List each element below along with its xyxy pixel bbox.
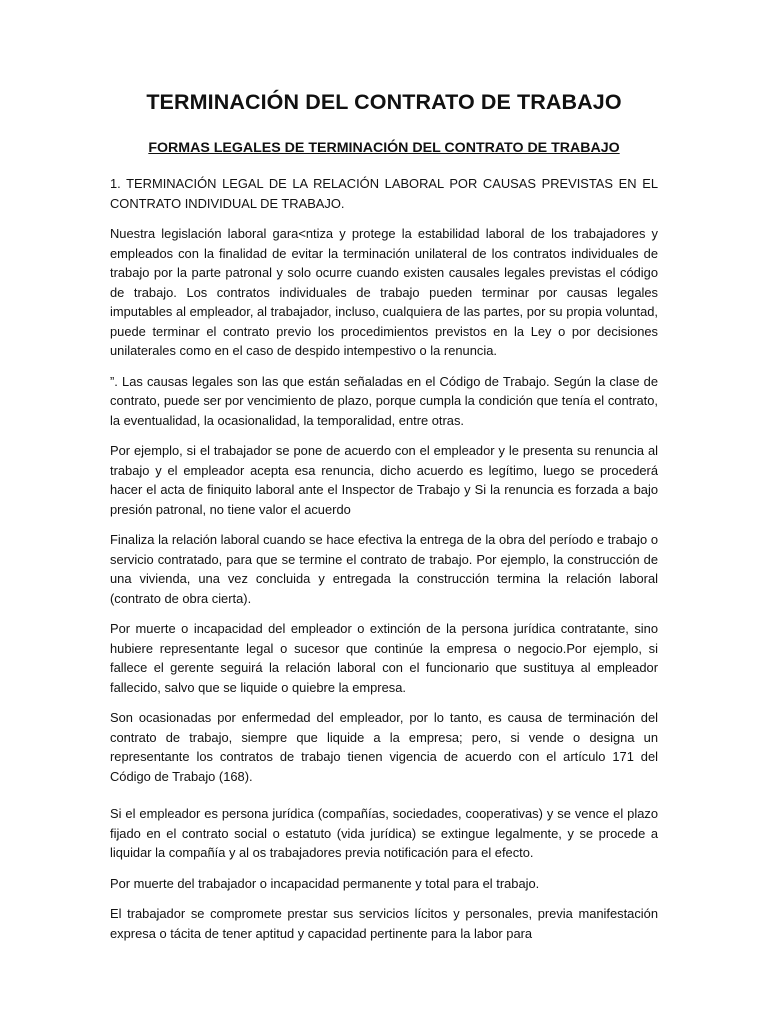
paragraph: ”. Las causas legales son las que están señaladas en el Código de Trabajo. Según la clase de contrato, puede ser por vencimiento de plazo, porque cumpla la condición que tenía el contrato, la eventualidad, la ocasionalidad, la temporalidad, entre otras.: [110, 373, 658, 428]
paragraph: Son ocasionadas por enfermedad del empleador, por lo tanto, es causa de terminación del contrato de trabajo, siempre que liquide a la empresa; pero, si vende o designa un representante los contratos de trabajo tienen vigencia de acuerdo con el artículo 171 del Código de Trabajo (168).: [110, 710, 658, 784]
paragraph: Por ejemplo, si el trabajador se pone de acuerdo con el empleador y le presenta su renuncia al trabajo y el empleador acepta esa renuncia, dicho acuerdo es legítimo, luego se procederá hacer el acta de finiquito laboral ante el Inspector de Trabajo y Si la renuncia es forzada a bajo presión patronal, no tiene valor el acuerdo: [110, 443, 658, 517]
paragraph: Si el empleador es persona jurídica (compañías, sociedades, cooperativas) y se vence el plazo fijado en el contrato social o estatuto (vida jurídica) se extingue legalmente, y se procede a liquidar la compañía y al os trabajadores previa notificación para el efecto.: [110, 806, 658, 860]
section-heading: 1. TERMINACIÓN LEGAL DE LA RELACIÓN LABORAL POR CAUSAS PREVISTAS EN EL CONTRATO INDIVIDUAL DE TRABAJO.: [110, 176, 658, 211]
paragraph: Finaliza la relación laboral cuando se hace efectiva la entrega de la obra del período e trabajo o servicio contratado, para que se termine el contrato de trabajo. Por ejemplo, la construcción de una vivienda, una vez concluida y entregada la construcción termina la relación laboral (contrato de obra cierta).: [110, 532, 658, 606]
paragraph: Nuestra legislación laboral gara<ntiza y protege la estabilidad laboral de los trabajadores y empleados con la finalidad de evitar la terminación unilateral de los contratos individuales de trabajo por la parte patronal y solo ocurre cuando existen causales legales previstas el código de trabajo. Los contratos individuales de trabajo pueden terminar por causas legales imputables al empleador, al trabajador, incluso, cualquiera de las partes, por su propia voluntad, puede terminar el contrato previo los procedimientos previstos en la Ley o por decisiones unilaterales como en el caso de despido intempestivo o la renuncia.: [110, 226, 658, 358]
paragraph: Por muerte del trabajador o incapacidad permanente y total para el trabajo.: [110, 875, 540, 891]
paragraph: Por muerte o incapacidad del empleador o extinción de la persona jurídica contratante, sino hubiere representante legal o sucesor que continúe la empresa o negocio.Por ejemplo, si fallece el gerente seguirá la relación laboral con el funcionario que sustituya al empleador fallecido, salvo que se liquide o quiebre la empresa.: [110, 621, 658, 695]
document-title: TERMINACIÓN DEL CONTRATO DE TRABAJO: [146, 90, 622, 114]
document-subtitle: FORMAS LEGALES DE TERMINACIÓN DEL CONTRATO DE TRABAJO: [148, 140, 620, 156]
paragraph: El trabajador se compromete prestar sus servicios lícitos y personales, previa manifestación expresa o tácita de tener aptitud y capacidad pertinente para la labor para: [110, 906, 658, 941]
